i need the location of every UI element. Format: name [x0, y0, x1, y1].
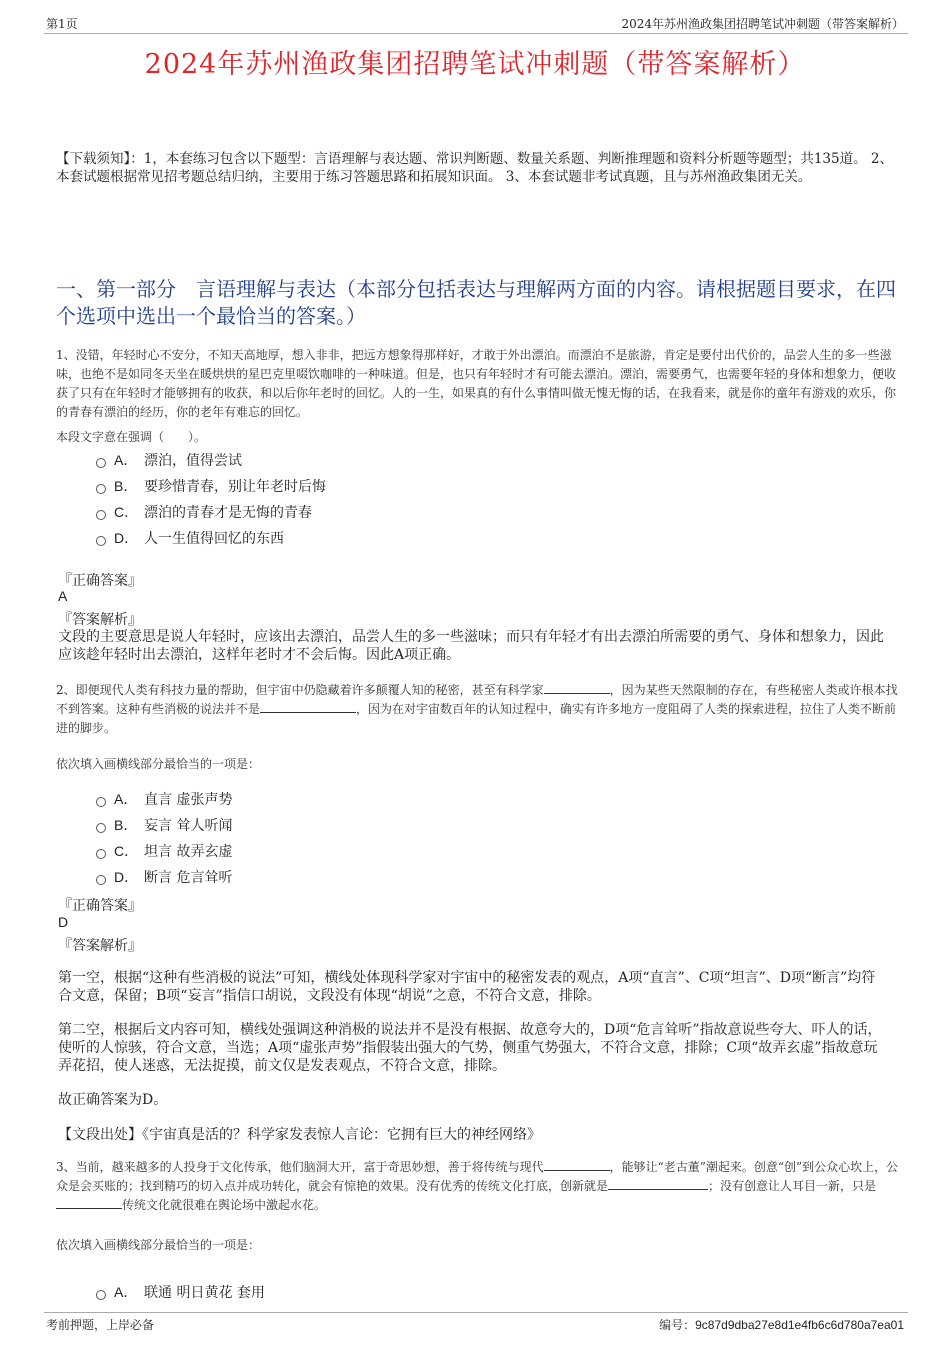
header-doc-title: 2024年苏州渔政集团招聘笔试冲刺题（带答案解析）: [621, 17, 904, 31]
radio-icon[interactable]: [96, 849, 106, 859]
q1-analysis-label: 『答案解析』: [58, 612, 142, 628]
question-2-text: 2、即便现代人类有科技力量的帮助，但宇宙中仍隐藏着许多颠覆人知的秘密，甚至有科学家 ，因为某些天然限制的存在，有些秘密人类或许根本找不到答案。这种有些消极的说法并不是 ，因为在对宇宙数百年的认知过程中，确实有许多地方一度阻碍了人类的探索进程，拉住了人类不断前进的脚步。: [56, 683, 898, 735]
question-2-stem: 依次填入画横线部分最恰当的一项是：: [56, 757, 261, 771]
footer-code: 编号：9c87d9dba27e8d1e4fb6c6d780a7ea01: [659, 1318, 904, 1332]
q1-option-d[interactable]: D． 人一生值得回忆的东西: [96, 528, 284, 548]
question-1-text: 1、没错，年轻时心不安分，不知天高地厚，想入非非，把远方想象得那样好，才敢于外出漂泊。而漂泊不是旅游，肯定是要付出代价的，品尝人生的多一些滋味，也绝不是如同冬天坐在暖烘烘的星巴克里啜饮咖啡的一种味道。但是，也只有年轻时才有可能去漂泊。漂泊，需要勇气，也需要年轻的身体和想象力，便收获了只有在年轻时才能够拥有的收获，和以后你年老时的回忆。人的一生，如果真的有什么事情叫做无愧无悔的话，在我看来，就是你的童年有游戏的欢乐，你的青春有漂泊的经历，你的老年有难忘的回忆。: [56, 348, 897, 419]
q2-option-b[interactable]: B． 妄言 耸人听闻: [96, 815, 232, 835]
radio-icon[interactable]: [96, 1290, 106, 1300]
radio-icon[interactable]: [96, 875, 106, 885]
page-footer: [44, 1312, 908, 1332]
page-title: 2024年苏州渔政集团招聘笔试冲刺题（带答案解析）: [144, 49, 806, 80]
q2-analysis-paragraph-1: 第一空，根据“这种有些消极的说法”可知，横线处体现科学家对宇宙中的秘密发表的观点，A项“直言”、C项“坦言”、D项“断言”均符合文意，保留；B项“妄言”指信口胡说，文段没有体现“胡说”之意，不符合文意，排除。: [58, 970, 876, 1004]
blank-line: [544, 1159, 610, 1171]
q2-source: 【文段出处】《宇宙真是活的？科学家发表惊人言论：它拥有巨大的神经网络》: [58, 1127, 541, 1143]
footer-slogan: 考前押题，上岸必备: [46, 1318, 155, 1332]
radio-icon[interactable]: [96, 823, 106, 833]
radio-icon[interactable]: [96, 797, 106, 807]
q2-analysis-paragraph-2: 第二空，根据后文内容可知，横线处强调这种消极的说法并不是没有根据、故意夸大的，D项“危言耸听”指故意说些夸大、吓人的话，使听的人惊骇，符合文意，当选；A项“虚张声势”指假装出强大的气势，侧重气势强大，不符合文意，排除；C项“故弄玄虚”指故意玩弄花招，使人迷惑，无法捉摸，前文仅是发表观点，不符合文意，排除。: [58, 1022, 882, 1074]
q2-option-d[interactable]: D． 断言 危言耸听: [96, 867, 232, 887]
q2-answer: D: [58, 914, 69, 930]
q1-answer-label: 『正确答案』: [58, 573, 142, 589]
q3-option-a[interactable]: A． 联通 明日黄花 套用: [96, 1282, 265, 1302]
question-3-text: 3、当前，越来越多的人投身于文化传承，他们脑洞大开，富于奇思妙想，善于将传统与现代 ，能够让“老古董”潮起来。创意“创”到公众心坎上，公众是会买账的；找到精巧的切入点并成功转化，就会有惊艳的效果。没有优秀的传统文化打底，创新就是 ；没有创意让人耳目一新，只是传统文化就很难在舆论场中激起水花。: [56, 1160, 899, 1212]
q1-analysis: 文段的主要意思是说人年轻时，应该出去漂泊，品尝人生的多一些滋味；而只有年轻才有出去漂泊所需要的勇气、身体和想象力，因此应该趁年轻时出去漂泊，这样年老时才不会后悔。因此A项正确。: [58, 629, 884, 663]
q1-option-a[interactable]: A． 漂泊，值得尝试: [96, 450, 242, 470]
q2-answer-label: 『正确答案』: [58, 898, 142, 914]
question-3-stem: 依次填入画横线部分最恰当的一项是：: [56, 1238, 261, 1252]
download-notice: 【下载须知】：1，本套练习包含以下题型：言语理解与表达题、常识判断题、数量关系题、判断推理题和资料分析题等题型；共135道。 2、本套试题根据常见招考题总结归纳，主要用于练习答题思路和拓展知识面。 3、本套试题非考试真题，且与苏州渔政集团无关。: [56, 151, 893, 185]
blank-line: [260, 701, 356, 713]
q2-option-a[interactable]: A． 直言 虚张声势: [96, 789, 232, 809]
q2-option-c[interactable]: C． 坦言 故弄玄虚: [96, 841, 232, 861]
radio-icon[interactable]: [96, 458, 106, 468]
question-1-stem: 本段文字意在强调（ ）。: [56, 430, 207, 444]
page-number: 第1页: [46, 17, 78, 31]
page-header: [44, 12, 908, 34]
q1-answer: A: [58, 588, 68, 604]
radio-icon[interactable]: [96, 510, 106, 520]
q1-option-c[interactable]: C． 漂泊的青春才是无悔的青春: [96, 502, 312, 522]
blank-line: [56, 1197, 122, 1209]
q2-conclusion: 故正确答案为D。: [58, 1092, 168, 1108]
radio-icon[interactable]: [96, 484, 106, 494]
q1-option-b[interactable]: B． 要珍惜青春，别让年老时后悔: [96, 476, 326, 496]
q2-analysis-label: 『答案解析』: [58, 938, 142, 954]
blank-line: [544, 682, 610, 694]
section-title: 一、第一部分 言语理解与表达（本部分包括表达与理解两方面的内容。请根据题目要求，在四个选项中选出一个最恰当的答案。）: [56, 277, 896, 328]
blank-line: [608, 1178, 708, 1190]
radio-icon[interactable]: [96, 536, 106, 546]
